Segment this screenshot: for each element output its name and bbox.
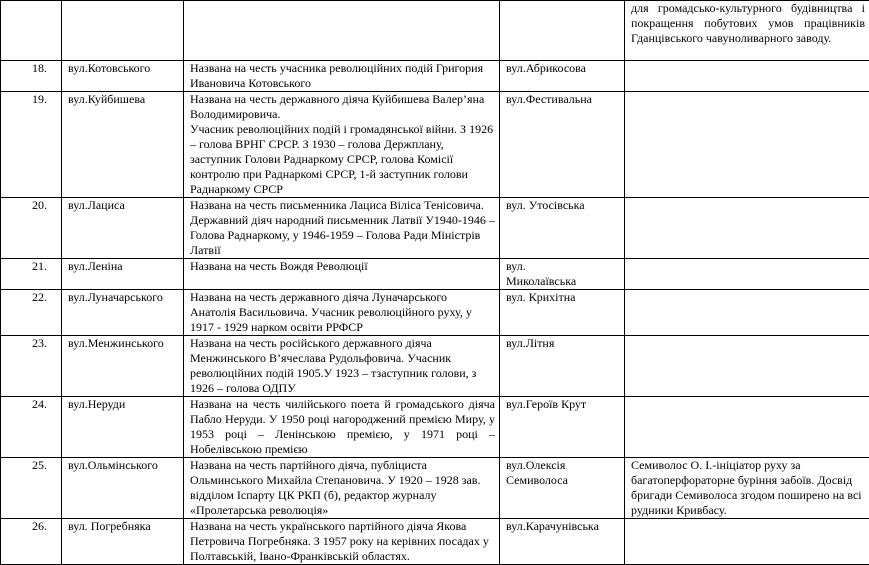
- description-cell: Названа на честь державного діяча Куйбишева Валер’яна Володимировича. Учасник революційних подій і громадянської війни. З 1926 – голова ВРНГ СРСР. З 1930 – голова Держплану, заступник Голови Раднаркому СРСР, голова Комісії контролю при Раднаркомі СРСР, 1-й заступник голови Раднаркому СРСР: [184, 92, 500, 198]
- note-cell: [625, 259, 869, 290]
- table-row: [1, 92, 869, 198]
- old-name-cell: вул.Котовського: [62, 61, 184, 92]
- row-number-cell: 19.: [1, 92, 62, 198]
- note-cell: [625, 290, 869, 336]
- description-cell: Названа на честь Вождя Революції: [184, 259, 500, 290]
- row-number-cell: [1, 1, 62, 61]
- table-row: [1, 1, 869, 61]
- row-number-cell: 22.: [1, 290, 62, 336]
- note-cell: для громадсько-культурного будівництва і покращення побутових умов працівників Гданцівського чавуноливарного заводу.: [625, 1, 869, 61]
- row-number-cell: 24.: [1, 397, 62, 458]
- old-name-cell: вул.Ольмінського: [62, 458, 184, 519]
- description-cell: Названа на честь учасника революційних подій Григория Ивановича Котовського: [184, 61, 500, 92]
- new-name-cell: вул.Абрикосова: [500, 61, 625, 92]
- table-row: [1, 259, 869, 290]
- row-number-cell: 20.: [1, 198, 62, 259]
- table-row: [1, 458, 869, 519]
- row-number-cell: 21.: [1, 259, 62, 290]
- note-cell: [625, 336, 869, 397]
- note-cell: [625, 61, 869, 92]
- note-cell: [625, 198, 869, 259]
- new-name-cell: вул. Крихітна: [500, 290, 625, 336]
- description-cell: Названа на честь чилійського поета й громадського діяча Пабло Неруди. У 1950 році нагороджений премією Миру, у 1953 році – Ленінською премією, у 1971 році – Нобелівською премією: [184, 397, 500, 458]
- old-name-cell: вул.Леніна: [62, 259, 184, 290]
- row-number-cell: 18.: [1, 61, 62, 92]
- description-cell: Названа на честь державного діяча Луначарського Анатолія Васильовича. Учасник революційного руху, у 1917 - 1929 нарком освіти РРФСР: [184, 290, 500, 336]
- description-cell: Названа на честь російського державного діяча Менжинського В’ячеслава Рудольфовича. Учасник революційних подій 1905.У 1923 – тзаступник голови, з 1926 – голова ОДПУ: [184, 336, 500, 397]
- old-name-cell: вул.Луначарського: [62, 290, 184, 336]
- description-cell: Названа на честь партійного діяча, публіциста Ольминського Михайла Степановича. У 1920 – 1928 зав. відділом Іспарту ЦК РКП (б), редактор журналу «Пролетарська революція»: [184, 458, 500, 519]
- new-name-cell: [500, 1, 625, 61]
- new-name-cell: вул.Фестивальна: [500, 92, 625, 198]
- old-name-cell: вул.Лациса: [62, 198, 184, 259]
- table-row: [1, 61, 869, 92]
- note-cell: [625, 92, 869, 198]
- note-cell: [625, 397, 869, 458]
- new-name-cell: вул. Утосівська: [500, 198, 625, 259]
- new-name-cell: вул.Літня: [500, 336, 625, 397]
- note-cell: Семиволос О. І.-ініціатор руху за багатоперфораторне буріння забоїв. Досвід бригади Семиволоса згодом поширено на всі рудники Кривбасу.: [625, 458, 869, 519]
- description-cell: Названа на честь українського партійного діяча Якова Петровича Погребняка. З 1957 року на керівних посадах у Полтавській, Івано-Франківській областях.: [184, 519, 500, 565]
- new-name-cell: вул.Олексія Семиволоса: [500, 458, 625, 519]
- table-row: [1, 198, 869, 259]
- old-name-cell: вул.Неруди: [62, 397, 184, 458]
- old-name-cell: [62, 1, 184, 61]
- row-number-cell: 23.: [1, 336, 62, 397]
- row-number-cell: 25.: [1, 458, 62, 519]
- new-name-cell: вул.Героїв Крут: [500, 397, 625, 458]
- description-cell: [184, 1, 500, 61]
- new-name-cell: вул. Миколаївська: [500, 259, 625, 290]
- table-row: [1, 397, 869, 458]
- row-number-cell: 26.: [1, 519, 62, 565]
- old-name-cell: вул.Куйбишева: [62, 92, 184, 198]
- table-row: [1, 336, 869, 397]
- table-row: [1, 290, 869, 336]
- description-cell: Названа на честь письменника Лациса Віліса Тенісовича. Державний діяч народний письменник Латвії У1940-1946 – Голова Раднаркому, у 1946-1959 – Голова Ради Міністрів Латвії: [184, 198, 500, 259]
- new-name-cell: вул.Карачунівська: [500, 519, 625, 565]
- old-name-cell: вул. Погребняка: [62, 519, 184, 565]
- old-name-cell: вул.Менжинського: [62, 336, 184, 397]
